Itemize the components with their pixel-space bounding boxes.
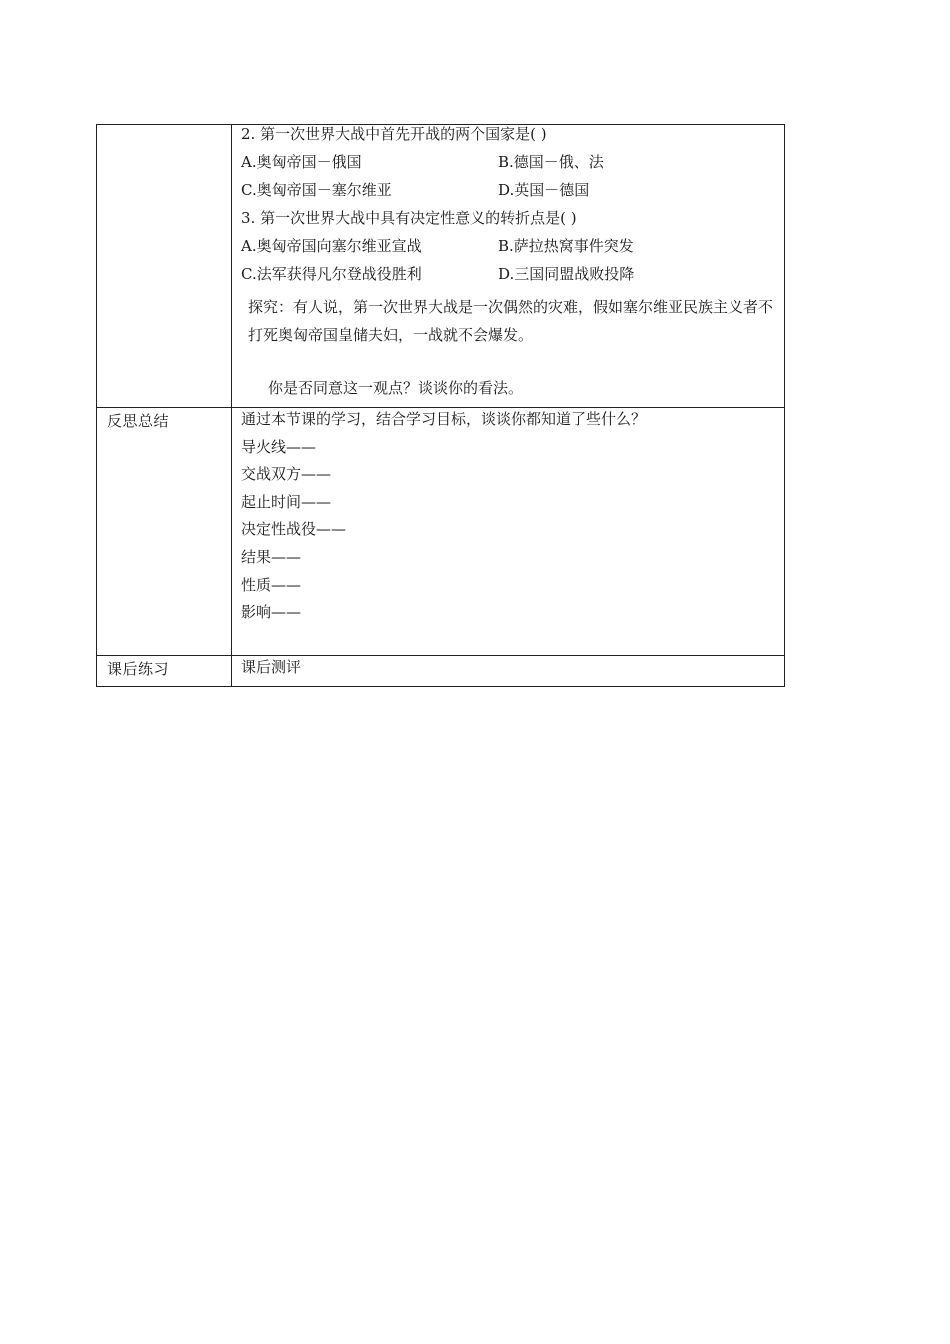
summary-item: 结果—— [241, 547, 302, 566]
discussion-question: 你是否同意这一观点？谈谈你的看法。 [268, 379, 524, 397]
option-b: B.德国－俄、法 [498, 153, 604, 171]
explore-paragraph: 探究：有人说，第一次世界大战是一次偶然的灾难，假如塞尔维亚民族主义者不打死奥匈帝国皇储夫妇，一战就不会爆发。 [248, 298, 774, 344]
summary-item: 影响—— [241, 603, 302, 622]
row-reflection [97, 408, 785, 656]
option-c: C.奥匈帝国－塞尔维亚 [241, 181, 392, 199]
row-practice-content [232, 125, 785, 408]
row-reflection-content [232, 408, 785, 656]
option-a: A.奥匈帝国向塞尔维亚宣战 [241, 237, 422, 255]
question-3-stem: 3. 第一次世界大战中具有决定性意义的转折点是( ) [241, 209, 577, 227]
homework-label: 课后练习 [107, 660, 170, 678]
option-b: B.萨拉热窝事件突发 [498, 237, 634, 255]
lesson-table [96, 124, 785, 687]
option-a: A.奥匈帝国－俄国 [241, 153, 362, 171]
row-homework-content [232, 656, 785, 687]
row-practice-label [97, 125, 232, 408]
row-practice [97, 125, 785, 408]
question-2-stem: 2. 第一次世界大战中首先开战的两个国家是( ) [241, 125, 547, 143]
row-homework-label [97, 656, 232, 687]
homework-content: 课后测评 [241, 658, 302, 676]
row-reflection-label [97, 408, 232, 656]
summary-item: 起止时间—— [241, 492, 332, 511]
summary-item: 性质—— [241, 575, 302, 594]
blank-spacer [241, 349, 784, 379]
question-3-options-row-1 [241, 237, 784, 265]
reflection-intro: 通过本节课的学习，结合学习目标，谈谈你都知道了些什么？ [241, 410, 647, 428]
option-d: D.英国－德国 [498, 181, 590, 199]
reflection-label: 反思总结 [107, 412, 170, 430]
question-2-options-row-1 [241, 153, 784, 181]
question-3-options-row-2 [241, 265, 784, 293]
summary-item: 导火线—— [241, 437, 317, 456]
summary-item: 交战双方—— [241, 465, 332, 484]
row-homework [97, 656, 785, 687]
question-2-options-row-2 [241, 181, 784, 209]
option-d: D.三国同盟战败投降 [498, 265, 635, 283]
summary-item: 决定性战役—— [241, 520, 347, 539]
option-c: C.法军获得凡尔登战役胜利 [241, 265, 422, 283]
